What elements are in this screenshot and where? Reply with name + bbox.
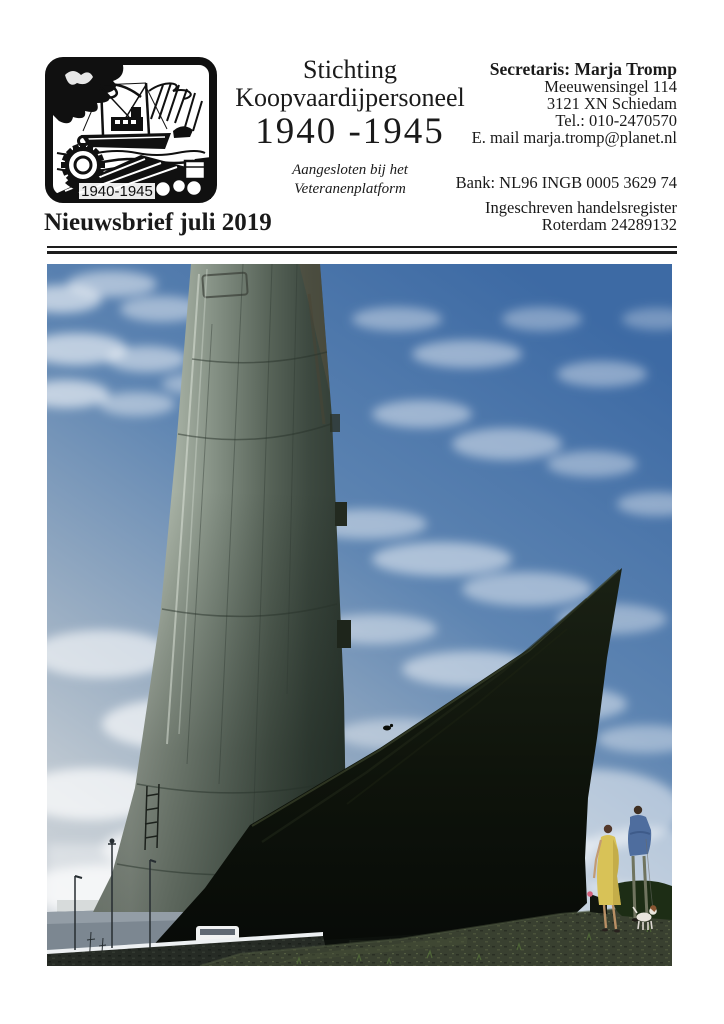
ship-logo-illustration [45,57,217,207]
org-logo [45,57,217,207]
monument-photo [47,264,672,966]
double-rule [47,246,677,254]
issue-title: Nieuwsbrief juli 2019 [44,209,272,236]
address-line2: 3121 XN Schiedam [546,94,677,113]
org-name-line2: Koopvaardijpersoneel [235,83,465,113]
register-line2: Roterdam 24289132 [541,215,677,234]
contact-block [456,60,677,233]
register-line1: Ingeschreven handelsregister [485,198,677,217]
org-years: 1940 -1945 [255,111,445,153]
org-title-block [205,56,495,199]
email-line: E. mail marja.tromp@planet.nl [471,128,677,147]
monument-photo-art [47,264,672,966]
phone-line: Tel.: 010-2470570 [555,111,677,130]
org-name-line1: Stichting [303,55,397,84]
pink-bag [587,891,593,897]
address-line1: Meeuwensingel 114 [544,77,677,96]
logo-years-label: 1940-1945 [81,183,153,200]
affiliation-line2: Veteranenplatform [294,180,406,197]
secretary-line: Secretaris: Marja Tromp [489,59,677,79]
affiliation-line1: Aangesloten bij het [292,162,408,178]
bank-line: Bank: NL96 INGB 0005 3629 74 [455,173,677,192]
